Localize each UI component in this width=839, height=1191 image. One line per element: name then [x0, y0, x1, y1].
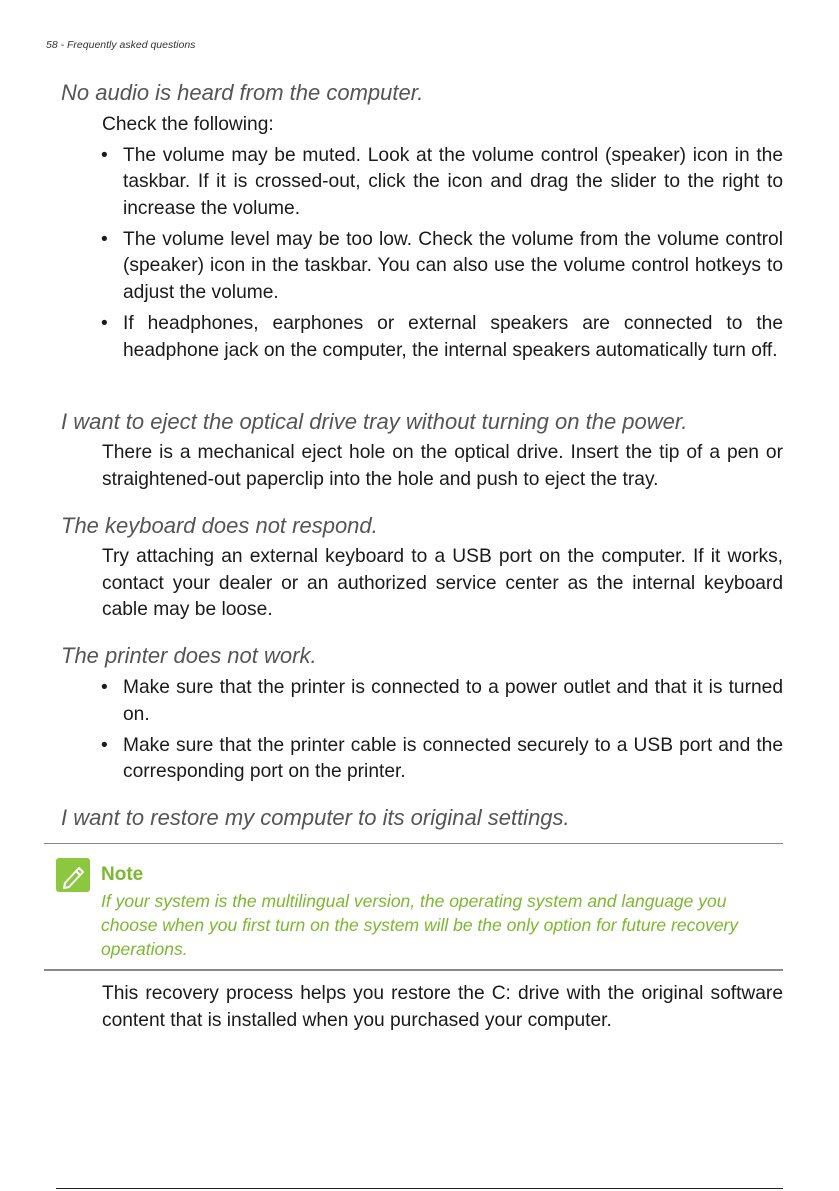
faq-eject [0, 409, 839, 493]
list-item: • If headphones, earphones or external speakers are connected to the headphone jack on the computer, the internal speakers automatically turn off. [101, 313, 783, 361]
faq-question: The keyboard does not respond. [61, 513, 378, 538]
pencil-icon [56, 858, 90, 892]
faq-question: The printer does not work. [61, 643, 317, 668]
faq-question: I want to eject the optical drive tray without turning on the power. [61, 409, 688, 434]
note-box [44, 843, 783, 971]
faq-printer [0, 643, 839, 786]
faq-answer: There is a mechanical eject hole on the optical drive. Insert the tip of a pen or straightened-out paperclip into the hole and push to eject the tray. [102, 442, 783, 490]
bullet-icon: • [101, 734, 108, 756]
bullet-list [0, 143, 839, 365]
list-item: • Make sure that the printer is connected to a power outlet and that it is turned on. [101, 677, 783, 725]
list-item: • Make sure that the printer cable is connected securely to a USB port and the corresponding port on the printer. [101, 734, 783, 783]
faq-restore-answer [0, 981, 839, 1034]
faq-question: I want to restore my computer to its original settings. [61, 805, 570, 830]
faq-answer: Try attaching an external keyboard to a USB port on the computer. If it works, contact your dealer or an authorized service center as the internal keyboard cable may be loose. [102, 546, 783, 621]
faq-restore [0, 805, 839, 831]
running-head: 58 - Frequently asked questions [46, 39, 196, 51]
bullet-icon: • [101, 313, 108, 335]
faq-question: No audio is heard from the computer. [61, 80, 424, 105]
footer-rule [56, 1188, 783, 1189]
bullet-list [0, 675, 839, 786]
note-title: Note [101, 864, 144, 885]
faq-intro: Check the following: [102, 114, 274, 135]
bullet-icon: • [101, 144, 108, 166]
note-text: If your system is the multilingual version, the operating system and language you choose when you first turn on the system will be the only option for future recovery operations. [101, 891, 739, 959]
list-item: • The volume may be muted. Look at the volume control (speaker) icon in the taskbar. If it is crossed-out, click the icon and drag the slider to the right to increase the volume. [101, 144, 783, 219]
bullet-icon: • [101, 677, 108, 698]
bullet-icon: • [101, 228, 108, 250]
faq-audio [0, 80, 839, 364]
faq-answer: This recovery process helps you restore the C: drive with the original software content that is installed when you purchased your computer. [102, 983, 783, 1031]
list-item: • The volume level may be too low. Check the volume from the volume control (speaker) icon in the taskbar. You can also use the volume control hotkeys to adjust the volume. [101, 228, 783, 304]
faq-keyboard [0, 513, 839, 624]
